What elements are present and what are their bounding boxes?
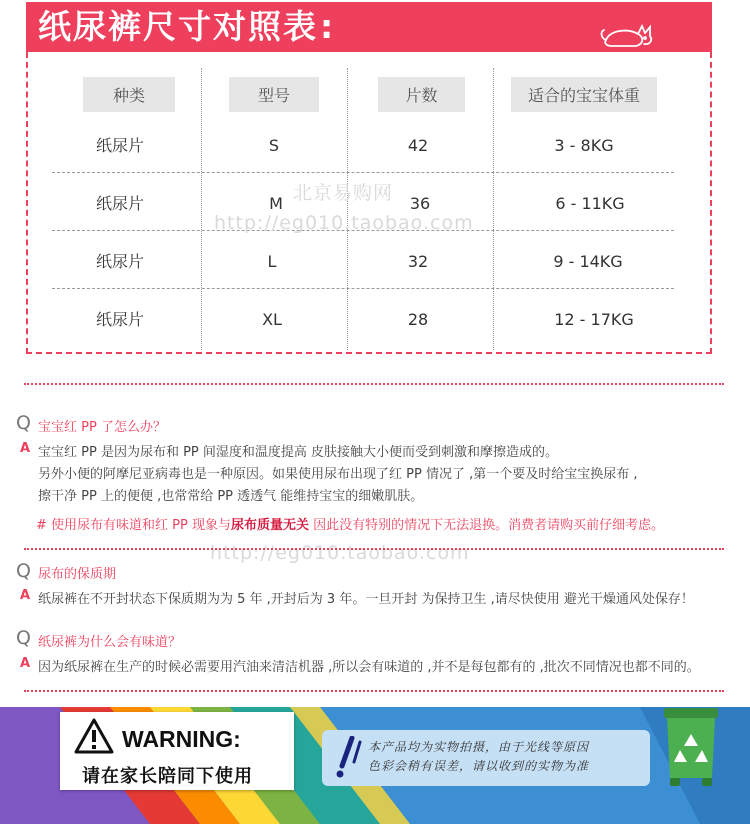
page-title: 纸尿裤尺寸对照表: <box>38 7 336 46</box>
row-divider <box>52 172 674 173</box>
table-cell: L <box>267 252 277 271</box>
warning-subtitle: 请在家长陪同下使用 <box>82 766 253 787</box>
answer-text: 因为纸尿裤在生产的时候必需要用汽油来清洁机器 ,所以会有味道的 ,并不是每包都有的 ,批次不同情况也都不同的。 <box>38 660 700 675</box>
table-cell: XL <box>262 310 282 329</box>
dotted-separator <box>24 690 724 692</box>
warning-title: WARNING: <box>122 726 241 752</box>
table-cell: 纸尿片 <box>95 136 144 155</box>
table-cell: 12 - 17KG <box>554 310 634 329</box>
answer-mark-label: A <box>20 588 31 603</box>
table-cell: 纸尿片 <box>95 194 144 213</box>
watermark-url: http://eg010.taobao.com <box>214 212 474 234</box>
answer-text: 擦干净 PP 上的便便 ,也常常给 PP 透透气 能维持宝宝的细嫩肌肤。 <box>38 489 424 504</box>
table-cell: 36 <box>409 194 431 213</box>
exclamation-icon <box>330 736 364 780</box>
question-text: 宝宝红 PP 了怎么办？ <box>38 420 166 435</box>
table-cell: 9 - 14KG <box>553 252 623 271</box>
table-cell: S <box>268 136 280 155</box>
answer-mark-label: A <box>20 656 31 671</box>
header-cell-size: 型号 <box>229 77 319 112</box>
photo-notice-box <box>322 730 650 786</box>
question-mark-label: Q <box>16 627 31 649</box>
question-text: 纸尿裤为什么会有味道？ <box>38 635 182 650</box>
table-cell: 32 <box>407 252 429 271</box>
column-divider <box>493 68 494 350</box>
warning-triangle-icon <box>74 718 114 754</box>
watermark-name: 北京易购网 <box>293 182 394 204</box>
header-cell-type: 种类 <box>83 77 175 112</box>
watermark-url: http://eg010.taobao.com <box>210 542 470 564</box>
header-cell-count: 片数 <box>378 77 465 112</box>
table-cell: 3 - 8KG <box>554 136 614 155</box>
answer-text: 纸尿裤在不开封状态下保质期为为 5 年 ,开封后为 3 年。一旦开封 为保持卫生 ,请尽快使用 避光干燥通风处保存！ <box>38 592 694 607</box>
table-cell: M <box>269 194 283 213</box>
answer-text: 另外小便的阿摩尼亚病毒也是一种原因。如果使用尿布出现了红 PP 情况了 ,第一个要及时给宝宝换尿布 , <box>38 467 638 482</box>
dotted-separator <box>24 383 724 385</box>
question-mark-label: Q <box>16 560 31 582</box>
photo-notice-text <box>368 738 589 776</box>
title-banner <box>26 2 712 52</box>
cat-icon <box>598 22 658 50</box>
table-cell: 纸尿片 <box>95 310 144 329</box>
answer-text: 宝宝红 PP 是因为尿布和 PP 间湿度和温度提高 皮肤接触大小便而受到刺激和摩擦造成的。 <box>38 445 559 460</box>
answer-mark-label: A <box>20 441 31 456</box>
disclaimer-note: # 使用尿布有味道和红 PP 现象与尿布质量无关 因此没有特别的情况下无法退换。消费者请购买前仔细考虑。 <box>36 518 665 533</box>
question-mark-label: Q <box>16 412 31 434</box>
dotted-separator <box>24 548 724 550</box>
table-cell: 纸尿片 <box>95 252 144 271</box>
warning-box <box>60 712 294 790</box>
recycle-bin-icon <box>662 706 720 788</box>
question-text: 尿布的保质期 <box>38 567 117 582</box>
row-divider <box>52 288 674 289</box>
table-cell: 28 <box>407 310 429 329</box>
table-cell: 42 <box>407 136 429 155</box>
column-divider <box>347 68 348 350</box>
table-cell: 6 - 11KG <box>555 194 625 213</box>
header-cell-weight: 适合的宝宝体重 <box>511 77 657 112</box>
photo-notice-line: 本产品均为实物拍摄，由于光线等原因 <box>368 740 590 754</box>
photo-notice-line: 色彩会稍有误差，请以收到的实物为准 <box>368 759 590 773</box>
column-divider <box>201 68 202 350</box>
